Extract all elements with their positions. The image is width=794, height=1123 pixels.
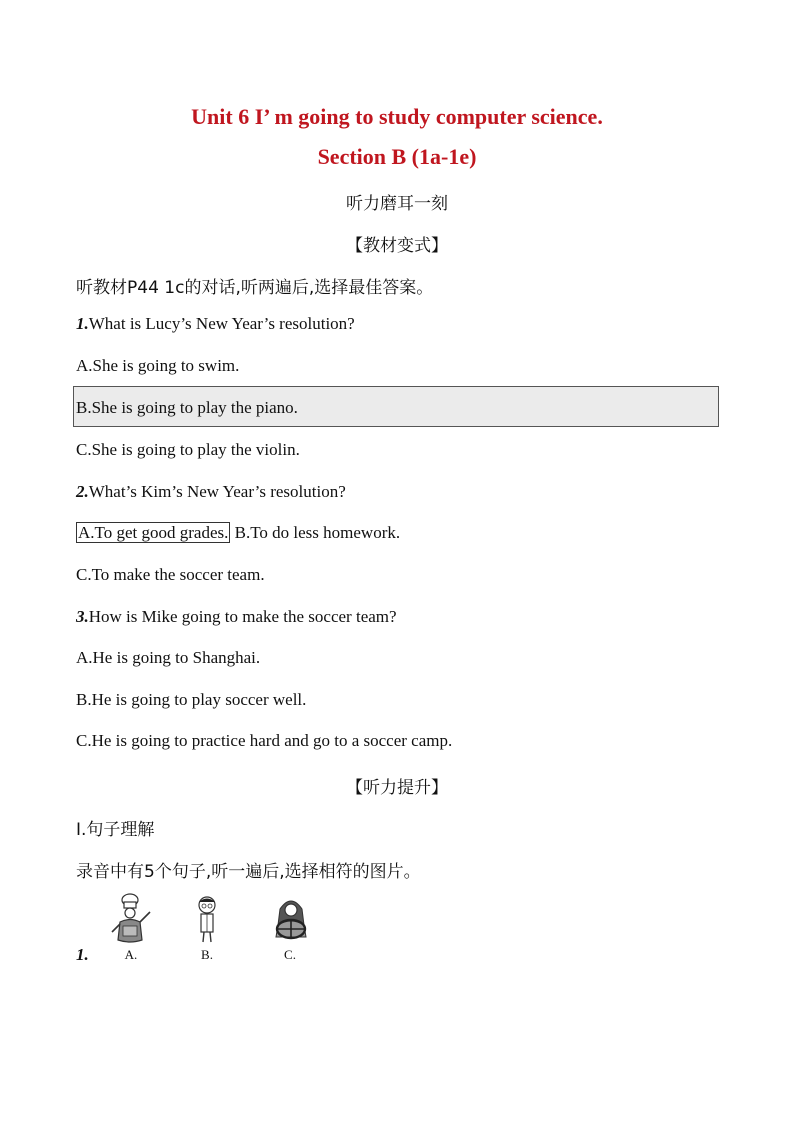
question-number: 3. [76, 607, 89, 626]
option-3c: C.He is going to practice hard and go to a soccer camp. [76, 731, 453, 750]
part1-instruction: 听教材P44 1c的对话,听两遍后,选择最佳答案。 [76, 278, 434, 298]
item-number [76, 945, 89, 965]
picture-a-label: A. [124, 947, 138, 962]
unit-title: Unit 6 I’ m going to study computer science. [191, 104, 603, 129]
picture-c-label: C. [284, 947, 296, 962]
option-2a-boxed: A.To get good grades. [78, 523, 229, 542]
picture-b-label: B. [201, 947, 213, 962]
scientist-icon [192, 895, 222, 945]
question-text: What’s Kim’s New Year’s resolution? [88, 482, 346, 501]
question-text: How is Mike going to make the soccer team? [88, 607, 397, 626]
option-1b: B.She is going to play the piano. [76, 398, 298, 417]
question-2 [76, 482, 346, 502]
question-number: 2. [76, 482, 89, 501]
option-2b: B.To do less homework. [234, 523, 401, 542]
chef-icon [108, 892, 154, 946]
part2-heading: 【听力提升】 [346, 778, 448, 798]
option-3a: A.He is going to Shanghai. [76, 648, 261, 667]
section-title: Section B (1a-1e) [317, 144, 477, 169]
part1-heading: 【教材变式】 [346, 236, 448, 256]
item-number-text: 1. [76, 945, 89, 964]
option-3b: B.He is going to play soccer well. [76, 690, 307, 709]
question-3 [76, 607, 397, 627]
subtitle: 听力磨耳一刻 [346, 194, 448, 214]
option-1c: C.She is going to play the violin. [76, 440, 300, 459]
driver-icon [268, 895, 314, 945]
part2-section-label: Ⅰ.句子理解 [76, 820, 155, 840]
part2-instruction: 录音中有5个句子,听一遍后,选择相符的图片。 [76, 862, 421, 882]
options-2ab [76, 523, 400, 543]
question-1 [76, 314, 355, 334]
option-1a: A.She is going to swim. [76, 356, 240, 375]
option-2c: C.To make the soccer team. [76, 565, 265, 584]
question-number: 1. [76, 314, 89, 333]
question-text: What is Lucy’s New Year’s resolution? [88, 314, 355, 333]
